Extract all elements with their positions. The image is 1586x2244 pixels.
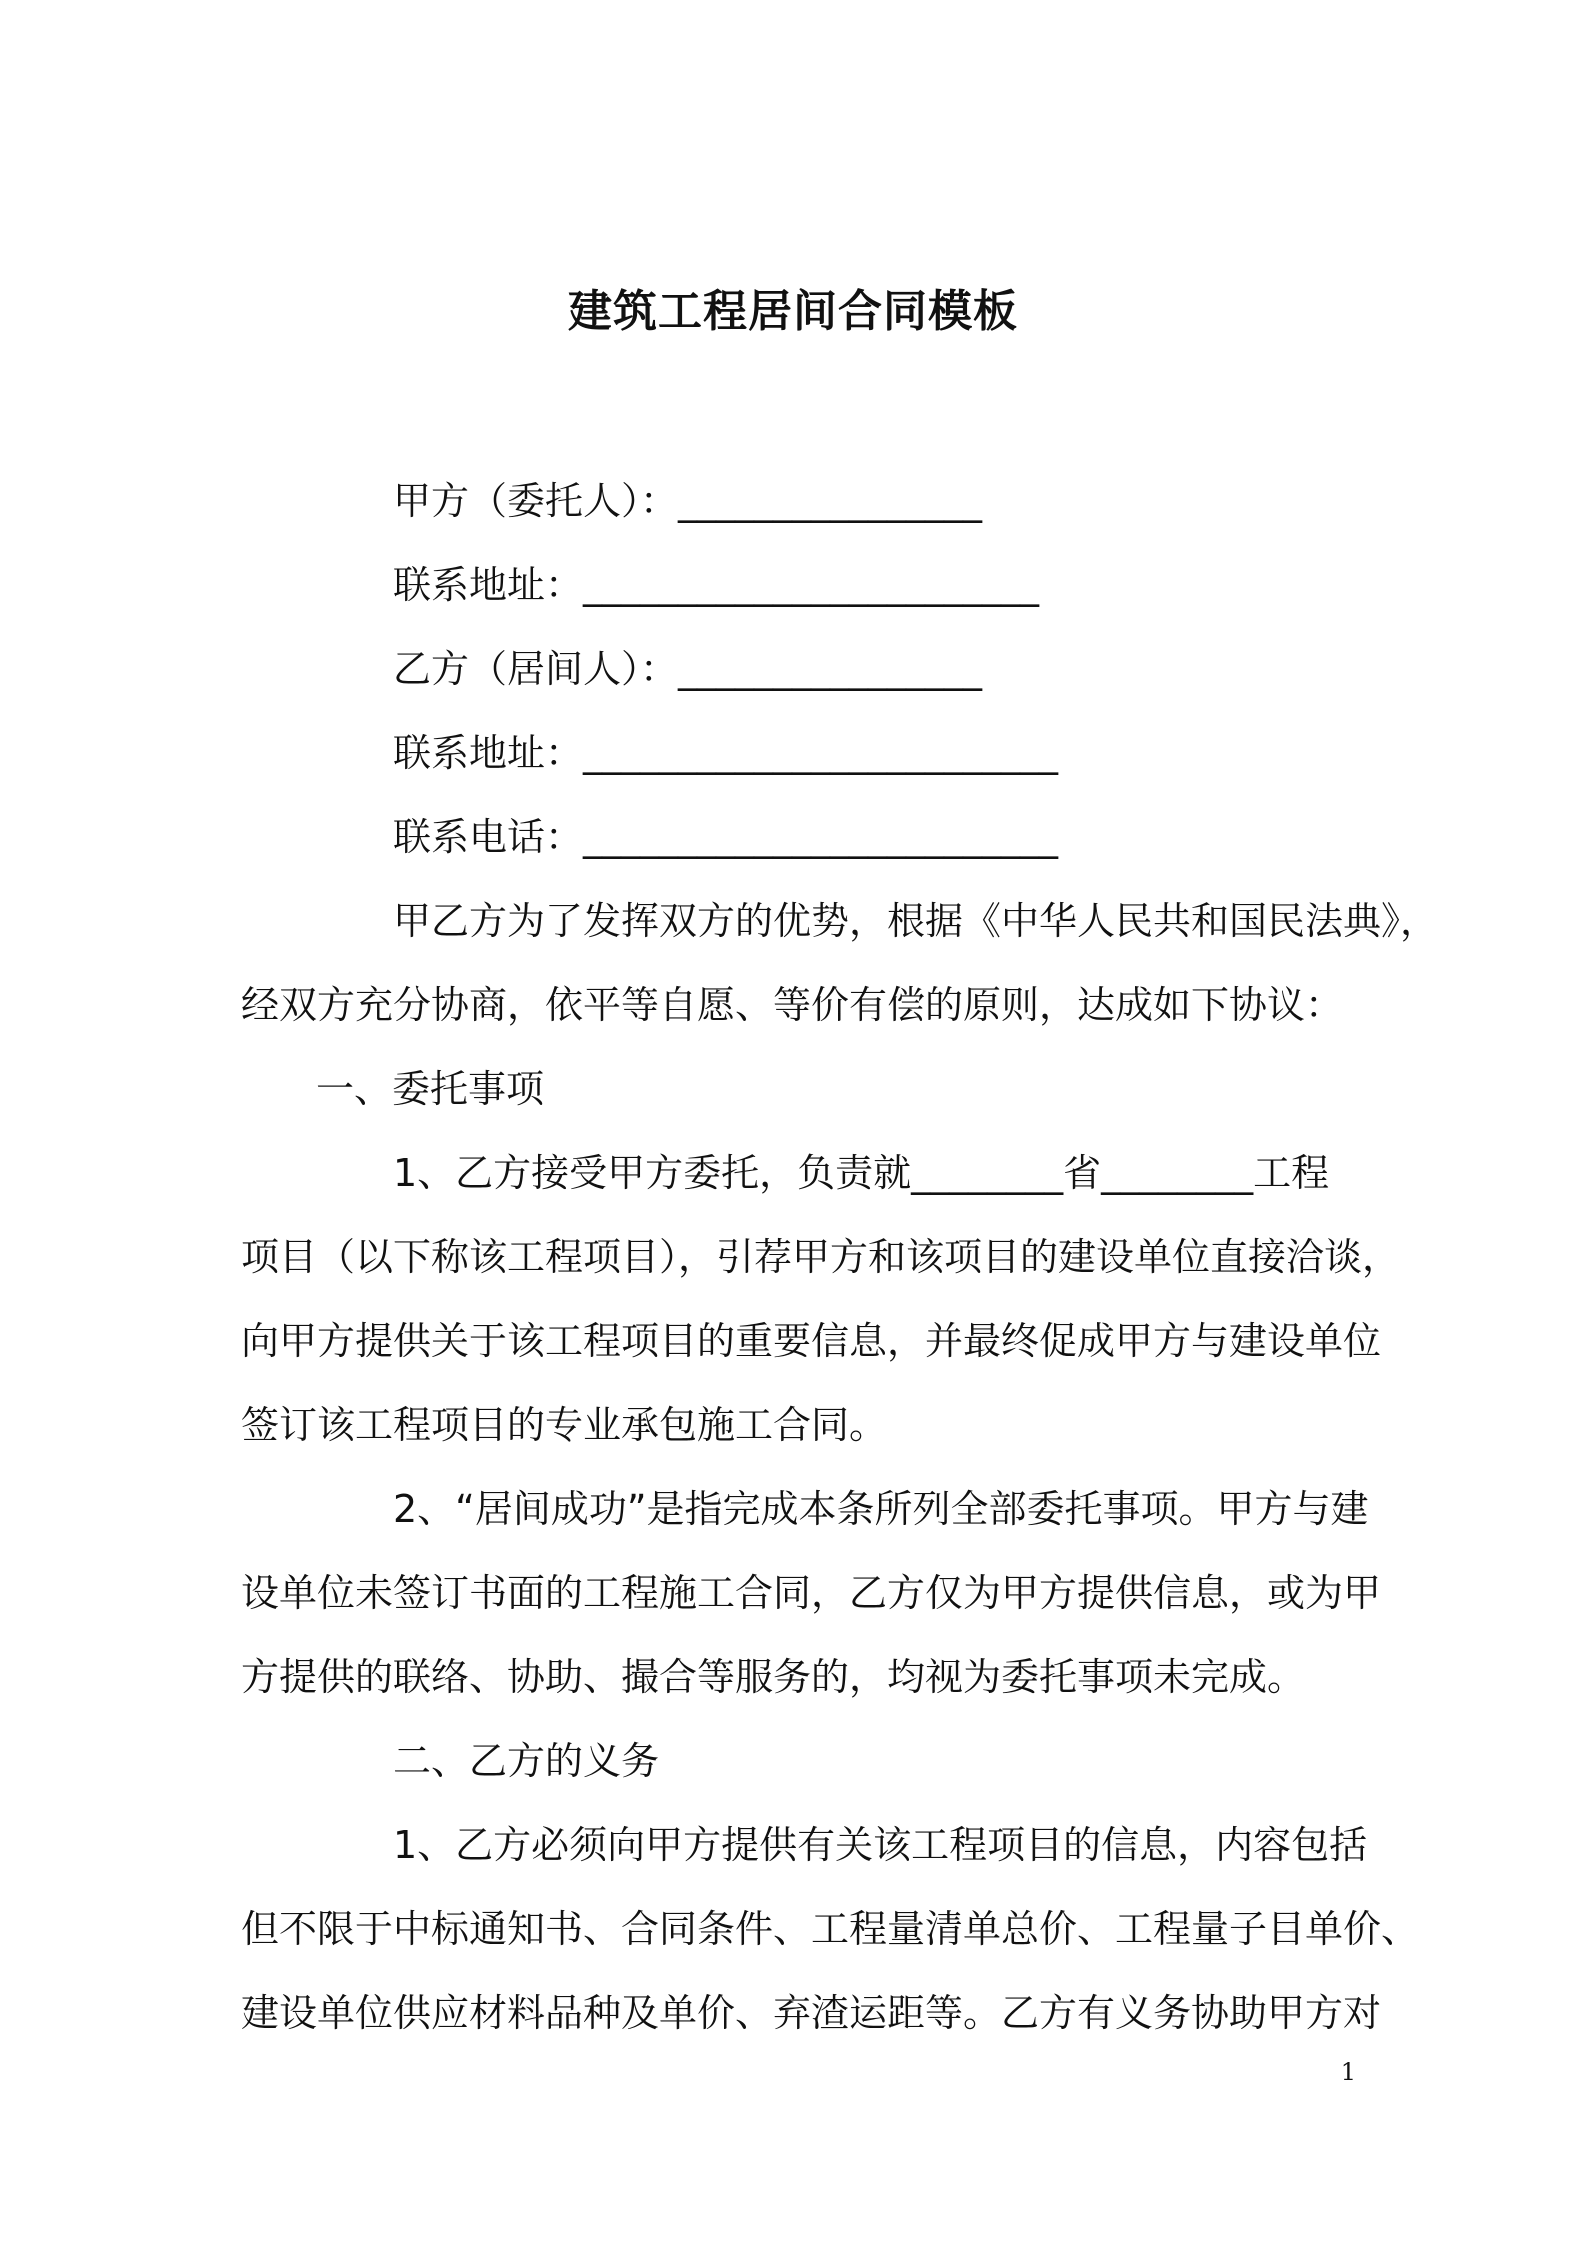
clause-1-1-line-4: 签订该工程项目的专业承包施工合同。 — [241, 1403, 888, 1447]
section-heading-1: 一、委托事项 — [316, 1067, 545, 1111]
party-a-field: 甲方（委托人）：________________ — [393, 479, 983, 523]
clause-1-1-line-1: 1、乙方接受甲方委托，负责就________省________工程 — [393, 1151, 1330, 1195]
party-a-address-field: 联系地址：________________________ — [393, 563, 1040, 607]
clause-1-1-line-2: 项目（以下称该工程项目），引荐甲方和该项目的建设单位直接洽谈， — [241, 1235, 1401, 1279]
clause-1-2-line-1: 2、“居间成功”是指完成本条所列全部委托事项。甲方与建 — [393, 1487, 1369, 1531]
preamble-line-1: 甲乙方为了发挥双方的优势，根据《中华人民共和国民法典》， — [393, 899, 1439, 943]
party-b-phone-field: 联系电话：_________________________ — [393, 815, 1059, 859]
party-b-field: 乙方（居间人）：________________ — [393, 647, 983, 691]
clause-1-2-line-2: 设单位未签订书面的工程施工合同，乙方仅为甲方提供信息，或为甲 — [241, 1571, 1382, 1615]
preamble-line-2: 经双方充分协商，依平等自愿、等价有偿的原则，达成如下协议： — [241, 983, 1344, 1027]
page-number: 1 — [1340, 2058, 1356, 2086]
clause-2-1-line-3: 建设单位供应材料品种及单价、弃渣运距等。乙方有义务协助甲方对 — [241, 1991, 1382, 2035]
section-heading-2: 二、乙方的义务 — [393, 1739, 660, 1783]
clause-2-1-line-1: 1、乙方必须向甲方提供有关该工程项目的信息，内容包括 — [393, 1823, 1368, 1867]
clause-2-1-line-2: 但不限于中标通知书、合同条件、工程量清单总价、工程量子目单价、 — [241, 1907, 1420, 1951]
document-title: 建筑工程居间合同模板 — [568, 286, 1018, 337]
party-b-address-field: 联系地址：_________________________ — [393, 731, 1059, 775]
clause-1-1-line-3: 向甲方提供关于该工程项目的重要信息，并最终促成甲方与建设单位 — [241, 1319, 1382, 1363]
clause-1-2-line-3: 方提供的联络、协助、撮合等服务的，均视为委托事项未完成。 — [241, 1655, 1306, 1699]
